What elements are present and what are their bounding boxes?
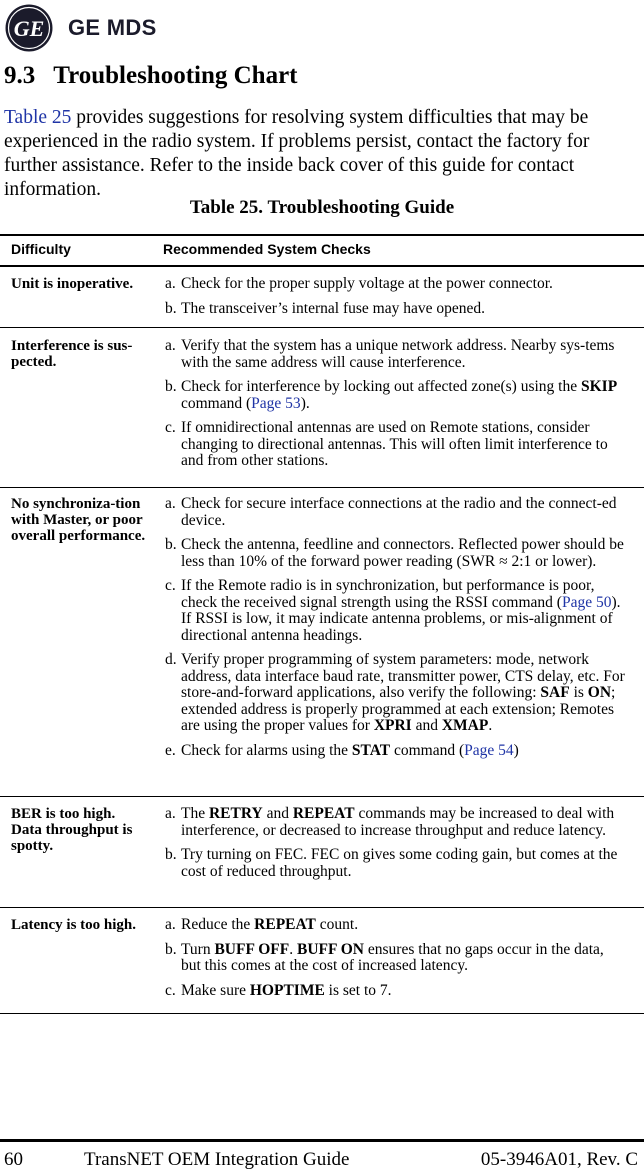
check-text: command ( xyxy=(181,394,252,412)
check-item xyxy=(165,983,627,1000)
command-keyword: HOPTIME xyxy=(249,981,325,999)
brand-name: GE MDS xyxy=(68,15,157,40)
command-keyword: SKIP xyxy=(580,378,618,395)
difficulty-cell: Unit is inoperative. xyxy=(11,276,134,292)
page-link[interactable]: Page 50 xyxy=(561,593,612,611)
check-text: commands may be increased to deal with interference, or decreased to increase throughput and reduce latency. xyxy=(181,805,615,839)
difficulty-cell: BER is too high. Data throughput is spotty. xyxy=(11,806,133,854)
command-keyword: BUFF ON xyxy=(296,940,365,958)
check-item-label: b. xyxy=(165,299,177,317)
checks-cell xyxy=(165,338,627,478)
command-keyword: BUFF OFF xyxy=(214,940,290,958)
page-header xyxy=(4,2,157,54)
section-title: Troubleshooting Chart xyxy=(53,62,298,89)
check-item-label: a. xyxy=(165,337,176,354)
command-keyword: RETRY xyxy=(208,805,263,822)
check-item xyxy=(165,301,627,318)
check-item xyxy=(165,917,627,934)
check-item-text xyxy=(181,379,627,412)
intro-text: provides suggestions for resolving system difficulties that may be experienced in the radio system. If problems persist, contact the factory for further assistance. Refer to the inside back cover of this guide for contact information. xyxy=(4,107,590,200)
check-item-text xyxy=(181,983,627,1000)
command-keyword: STAT xyxy=(351,741,391,759)
table-top-rule xyxy=(0,234,644,236)
ge-logo-icon xyxy=(4,3,54,53)
check-text: The xyxy=(181,805,209,822)
check-item-text xyxy=(181,338,627,371)
check-text: count. xyxy=(315,916,359,933)
check-item-label: a. xyxy=(165,495,176,512)
check-item xyxy=(165,496,627,529)
check-item-text xyxy=(181,743,627,760)
ge-logo-text: GE xyxy=(13,16,45,41)
check-text: is xyxy=(569,684,588,701)
command-keyword: XMAP xyxy=(441,717,489,734)
check-item-text xyxy=(181,496,627,529)
check-item-label: c. xyxy=(165,981,176,999)
intro-paragraph xyxy=(4,106,636,202)
check-item xyxy=(165,420,627,470)
check-text: Reduce the xyxy=(181,916,255,933)
check-item xyxy=(165,847,627,880)
check-item xyxy=(165,743,627,760)
check-item xyxy=(165,537,627,570)
checks-cell xyxy=(165,917,627,1007)
check-item xyxy=(165,942,627,975)
check-text: ). xyxy=(300,394,310,412)
table-title: Table 25. Troubleshooting Guide xyxy=(189,197,455,218)
checks-cell xyxy=(165,496,627,767)
difficulty-cell: Interference is sus-pected. xyxy=(11,338,133,370)
check-item-text xyxy=(181,652,627,735)
row-divider xyxy=(0,327,644,328)
check-item-label: d. xyxy=(165,651,177,668)
check-text: command ( xyxy=(390,741,465,759)
difficulty-cell: No synchroniza-tion with Master, or poor overall performance. xyxy=(11,496,146,544)
check-text: ). If RSSI is low, it may indicate antenna problems, or mis-alignment of directional antenna headings. xyxy=(181,593,621,644)
check-item xyxy=(165,276,627,293)
section-heading xyxy=(4,62,298,90)
check-text: Check for alarms using the xyxy=(181,741,352,759)
difficulty-cell: Latency is too high. xyxy=(11,917,137,933)
row-divider xyxy=(0,487,644,488)
check-text: . xyxy=(488,717,493,734)
check-item-label: e. xyxy=(165,741,176,759)
check-text: If omnidirectional antennas are used on Remote stations, consider changing to directional antennas. This will often limit interference to and from other stations. xyxy=(181,419,608,469)
check-item-text xyxy=(181,537,627,570)
check-item-text xyxy=(181,578,627,644)
table-header-rule xyxy=(0,265,644,267)
check-text: Check for the proper supply voltage at the power connector. xyxy=(181,275,553,292)
check-item-label: c. xyxy=(165,577,176,594)
check-text: If the Remote radio is in synchronization, but performance is poor, check the received signal strength using the RSSI command ( xyxy=(181,577,595,611)
check-item xyxy=(165,806,627,839)
check-text: is set to 7. xyxy=(324,981,392,999)
check-item xyxy=(165,578,627,644)
column-header-checks: Recommended System Checks xyxy=(163,241,371,257)
document-number: 05-3946A01, Rev. C xyxy=(480,1149,638,1170)
check-item xyxy=(165,338,627,371)
check-item-label: a. xyxy=(165,916,176,933)
checks-cell xyxy=(165,806,627,888)
check-text: . xyxy=(289,940,297,958)
check-text: Verify proper programming of system parameters: mode, network address, data interface baud rate, transmitter power, CTS delay, etc. For store-and-forward applications, also verify the following: xyxy=(181,651,625,701)
table-bottom-rule xyxy=(0,1013,644,1014)
check-item-text xyxy=(181,806,627,839)
command-keyword: REPEAT xyxy=(292,805,355,822)
check-text: Turn xyxy=(181,940,215,958)
check-item-label: a. xyxy=(165,805,176,822)
command-keyword: ON xyxy=(587,684,612,701)
check-text: Make sure xyxy=(181,981,250,999)
check-item-text xyxy=(181,917,627,934)
check-item xyxy=(165,652,627,735)
page-link[interactable]: Page 53 xyxy=(251,394,301,412)
check-text: Check for secure interface connections at the radio and the connect-ed device. xyxy=(181,495,617,529)
check-text: and xyxy=(262,805,293,822)
check-text: The transceiver’s internal fuse may have opened. xyxy=(181,299,485,317)
guide-title: TransNET OEM Integration Guide xyxy=(84,1149,350,1170)
section-number: 9.3 xyxy=(4,62,36,89)
check-text: ) xyxy=(513,741,519,759)
footer-rule xyxy=(0,1139,644,1142)
check-item-text xyxy=(181,942,627,975)
page-link[interactable]: Page 54 xyxy=(464,741,514,759)
check-item-text xyxy=(181,301,627,318)
check-item-label: b. xyxy=(165,378,177,395)
column-header-difficulty: Difficulty xyxy=(11,241,71,257)
check-text: Verify that the system has a unique network address. Nearby sys-tems with the same address will cause interference. xyxy=(181,337,615,371)
check-item-label: c. xyxy=(165,419,176,436)
check-item-text xyxy=(181,847,627,880)
row-divider xyxy=(0,907,644,908)
check-text: Check for interference by locking out affected zone(s) using the xyxy=(181,378,581,395)
command-keyword: SAF xyxy=(540,684,570,701)
table-25-link[interactable]: Table 25 xyxy=(4,107,72,128)
command-keyword: XPRI xyxy=(373,717,412,734)
check-text: ; extended address is properly programmed at each extension; Remotes are using the proper values for xyxy=(181,684,616,734)
check-item-text xyxy=(181,276,627,293)
check-text: Check the antenna, feedline and connectors. Reflected power should be less than 10% of the forward power reading (SWR ≈ 2:1 or lower). xyxy=(181,536,624,570)
page-number: 60 xyxy=(4,1149,23,1170)
check-item xyxy=(165,379,627,412)
check-item-text xyxy=(181,420,627,470)
check-text: and xyxy=(411,717,442,734)
checks-cell xyxy=(165,276,627,325)
check-item-label: b. xyxy=(165,846,177,863)
check-text: ensures that no gaps occur in the data, but this comes at the cost of increased latency. xyxy=(181,940,604,974)
check-item-label: b. xyxy=(165,940,177,958)
row-divider xyxy=(0,796,644,797)
check-item-label: a. xyxy=(165,275,176,292)
check-item-label: b. xyxy=(165,536,177,553)
command-keyword: REPEAT xyxy=(254,916,316,933)
check-text: Try turning on FEC. FEC on gives some coding gain, but comes at the cost of reduced throughput. xyxy=(181,846,618,880)
